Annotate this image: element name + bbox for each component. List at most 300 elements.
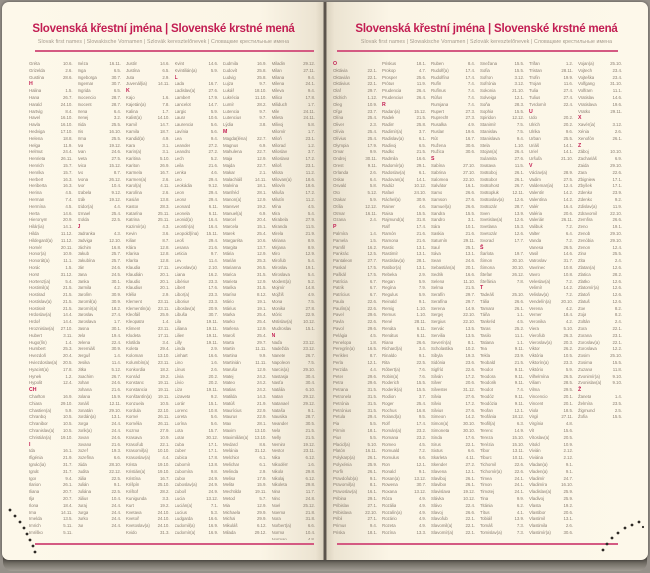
name-day-entry xyxy=(78,401,122,408)
name-day-entry xyxy=(78,115,122,122)
name-day-date: 5.7. xyxy=(259,496,267,501)
name: Regína xyxy=(382,285,396,291)
name: Loreta xyxy=(174,414,187,420)
name-day-date: 27.8. xyxy=(305,305,315,311)
name: Liliana xyxy=(174,326,187,332)
name: Lutencia xyxy=(223,108,240,114)
name: Vadim xyxy=(529,176,541,182)
name: Silván xyxy=(431,373,443,379)
name: Mojžiš xyxy=(271,292,284,298)
name: Lino xyxy=(174,360,183,366)
name-day-entry xyxy=(175,177,219,184)
names-column xyxy=(333,61,377,540)
name-day-date: 21.5. xyxy=(305,434,315,440)
name: Helmut xyxy=(29,149,43,155)
name: Priskus xyxy=(382,61,397,66)
name: Justína xyxy=(126,67,140,73)
name-day-entry xyxy=(529,448,573,455)
name: Kara xyxy=(126,142,136,148)
name: Libert xyxy=(174,285,186,291)
name: Klarita xyxy=(126,258,139,264)
name-day-date: 29.12. xyxy=(303,400,315,406)
name-day-date: 24.9. xyxy=(208,475,218,481)
name-day-entry xyxy=(272,156,316,163)
name-day-date: 19.11. xyxy=(206,387,218,393)
name: Narcis(a) xyxy=(271,366,289,372)
name-day-date: 30.6. xyxy=(465,142,475,148)
name-day-date: 29.4. xyxy=(208,196,218,202)
name-day-entry xyxy=(272,326,316,333)
name: Viktória xyxy=(529,353,544,359)
name-day-entry xyxy=(529,428,573,435)
name-day-date: 24.4. xyxy=(62,149,73,155)
name-day-date: 3.4. xyxy=(162,339,170,345)
name-day-entry xyxy=(223,238,267,245)
name: Juvenál(ia) xyxy=(126,81,147,87)
left-page xyxy=(2,2,325,560)
name: Remus xyxy=(382,312,396,318)
name: Zoe xyxy=(578,305,586,311)
name: Milana xyxy=(271,74,285,80)
name-day-date: 25.7. xyxy=(111,251,121,257)
name: Gréta xyxy=(29,61,40,66)
name: Ingeborga xyxy=(77,74,97,80)
name-day-entry xyxy=(382,387,426,394)
name-day-date: 6.11. xyxy=(208,210,218,216)
name: Mirela xyxy=(271,230,284,236)
name-day-entry xyxy=(382,346,426,353)
name: Klement xyxy=(126,298,142,304)
name-day-entry xyxy=(382,109,426,116)
name-day-entry xyxy=(431,251,475,258)
name: Lorína xyxy=(174,421,187,427)
name: Kleofáš xyxy=(126,312,141,318)
name-day-entry xyxy=(78,455,122,462)
name: Rochus xyxy=(382,407,397,413)
name-day-date: 22.10. xyxy=(463,312,475,318)
name-day-date: 18.2. xyxy=(111,305,121,311)
name: Kurt xyxy=(126,502,134,508)
name: Kamil xyxy=(126,122,137,128)
name: Pelágia xyxy=(333,332,348,338)
name-day-entry xyxy=(333,340,377,347)
name: Zosim xyxy=(578,353,590,359)
name: Radmila xyxy=(382,156,398,162)
name-day-entry xyxy=(223,360,267,367)
name-day-date: 13.8. xyxy=(159,196,170,202)
name: Herbert xyxy=(29,176,44,182)
name-day-entry xyxy=(78,374,122,381)
name: Roxana xyxy=(382,489,397,495)
name-day-date: 1.12. xyxy=(367,94,377,100)
name: Terenc xyxy=(480,428,493,434)
name: Viera xyxy=(529,326,539,332)
name: Zenob xyxy=(578,230,591,236)
name-day-entry xyxy=(175,360,219,367)
name-day-date: 17.10. xyxy=(60,128,73,134)
name-day-entry xyxy=(578,374,622,381)
name-day-entry xyxy=(529,353,573,360)
name-day-entry xyxy=(175,109,219,116)
name-day-entry xyxy=(431,421,475,428)
name-day-entry xyxy=(480,217,524,224)
name-day-date: 19.2. xyxy=(159,502,170,508)
name: Libor(a) xyxy=(174,292,190,298)
name-day-entry xyxy=(223,211,267,218)
name-day-date: 3.7. xyxy=(418,128,426,134)
name: Melita xyxy=(223,482,235,488)
name: Zlatko xyxy=(578,278,590,284)
name-day-date: 20.2. xyxy=(208,373,218,379)
name: Silvia xyxy=(431,394,442,400)
name: Žofia xyxy=(578,414,588,420)
name: Izidor(a) xyxy=(77,203,94,209)
name: Polyxénia xyxy=(333,462,352,468)
name-day-date: 29.9. xyxy=(256,509,267,515)
name-day-date: 26.11. xyxy=(60,156,73,162)
name-day-date: 29.6. xyxy=(367,312,377,318)
name-day-date: 2.12. xyxy=(563,455,573,461)
name-day-date: 1.8. xyxy=(369,339,377,345)
name-day-date: 13.1. xyxy=(111,414,121,420)
name-day-date: 12.1. xyxy=(514,94,524,100)
name-day-date: 12.12. xyxy=(512,115,524,121)
name: Melchior xyxy=(223,455,240,461)
name: Romeo xyxy=(382,441,396,447)
name: Sinda xyxy=(431,434,442,440)
name-day-entry xyxy=(29,143,73,150)
name: Raisa xyxy=(382,210,393,216)
name-day-entry xyxy=(333,496,377,503)
name: Hedviga xyxy=(29,128,45,134)
name-day-entry xyxy=(78,394,122,401)
name-day-entry xyxy=(382,333,426,340)
name-day-date: 20.1. xyxy=(159,278,170,284)
name: Milomír xyxy=(271,128,286,134)
name: Nikoleta xyxy=(271,482,287,488)
name-day-entry xyxy=(431,265,475,272)
name-day-entry xyxy=(223,190,267,197)
name-day-entry xyxy=(382,510,426,517)
name-day-date: 24.10. xyxy=(60,101,73,107)
name-day-entry xyxy=(333,510,377,517)
name-day-entry xyxy=(223,61,267,68)
name: Teodóz xyxy=(480,394,494,400)
name: Tália xyxy=(480,298,490,304)
name-day-entry xyxy=(480,476,524,483)
name-day-entry xyxy=(382,306,426,313)
name: Zorana xyxy=(578,332,592,338)
name-day-entry xyxy=(382,136,426,143)
name: Teodor xyxy=(480,366,494,372)
name: Konštantín(a) xyxy=(126,394,152,400)
name-day-entry xyxy=(480,496,524,503)
page-title: Slovenská křestní jména | Slovenské krstné mená xyxy=(355,23,618,35)
name-day-date: 10.4. xyxy=(111,183,121,189)
names-column xyxy=(578,61,622,540)
name-day-date: 1.7. xyxy=(113,319,121,325)
name-day-entry xyxy=(578,204,622,211)
name: Zoja xyxy=(578,312,587,318)
name-day-entry xyxy=(333,442,377,449)
name-day-date: 20.6. xyxy=(465,380,475,386)
name-day-date: 21.10. xyxy=(561,156,573,162)
name-day-date: 10.9. xyxy=(62,251,73,257)
name-day-date: 10.6. xyxy=(62,61,73,66)
name-day-date: 27.1. xyxy=(367,502,377,508)
name: Patrícius xyxy=(333,292,350,298)
name-day-date: 6.11. xyxy=(416,326,426,332)
name-day-date: 5.6. xyxy=(210,122,218,128)
name-day-entry xyxy=(175,523,219,530)
name-day-entry xyxy=(175,530,219,537)
name-day-date: 23.11. xyxy=(157,305,170,311)
name: Rolf xyxy=(382,421,390,427)
name-day-entry xyxy=(333,333,377,340)
name-day-entry xyxy=(272,428,316,435)
name-day-date: 17.9. xyxy=(208,94,218,100)
name-day-date: 19.11. xyxy=(157,394,170,400)
name-day-date: 8.1. xyxy=(467,339,475,345)
name-day-date: 3.12. xyxy=(612,122,622,128)
name-day-entry xyxy=(480,408,524,415)
name-day-date: 2.9. xyxy=(210,346,218,352)
name: Mia xyxy=(223,502,230,508)
name: Marieta xyxy=(223,278,238,284)
name-day-date: 24.1. xyxy=(514,475,524,481)
name-day-date: 22.7. xyxy=(256,149,267,155)
name-day-date: 29.7. xyxy=(367,88,377,94)
name: Ingrida xyxy=(77,88,91,94)
name: Koloman xyxy=(126,353,143,359)
name: Vasil xyxy=(529,251,538,257)
name: Lujza xyxy=(223,81,234,87)
name-day-date: 3.1. xyxy=(467,217,475,223)
name-day-entry xyxy=(382,95,426,102)
name-day-date: 24.4. xyxy=(111,509,121,515)
name-day-date: 13.5. xyxy=(465,326,475,332)
name-day-entry xyxy=(29,95,73,102)
name: Petra xyxy=(333,380,344,386)
name-day-date: 14.10. xyxy=(157,115,170,121)
name: Oktávia xyxy=(333,67,348,73)
name-day-entry xyxy=(480,224,524,231)
name-day-entry xyxy=(175,333,219,340)
name-day-entry xyxy=(382,115,426,122)
name: Timea xyxy=(480,475,492,481)
name-day-date: 16.4. xyxy=(563,203,573,209)
name: Timotej xyxy=(480,489,494,495)
name-day-date: 7.2. xyxy=(565,292,573,298)
name-day-date: 6.12. xyxy=(305,475,315,481)
name-day-entry xyxy=(333,503,377,510)
name-day-date: 23.5. xyxy=(612,400,622,406)
name: Timon xyxy=(480,482,492,488)
name-day-date: 17.4. xyxy=(465,74,475,80)
name-day-date: 12.4. xyxy=(612,244,622,250)
name: Karolína xyxy=(126,190,142,196)
name: Pavol xyxy=(333,326,344,332)
name: Lizaveta xyxy=(174,394,191,400)
name-day-date: 5.4. xyxy=(307,210,315,216)
name-day-entry xyxy=(223,482,267,489)
name-day-date: 14.6. xyxy=(62,210,73,216)
name: Tadeáš xyxy=(480,292,494,298)
name-day-entry xyxy=(431,115,475,122)
name-day-date: 13.8. xyxy=(208,462,218,468)
name-day-date: 23.12. xyxy=(303,339,315,345)
name-day-entry xyxy=(333,88,377,95)
name: Miroľub xyxy=(271,258,286,264)
name-day-date: 1.1. xyxy=(516,312,524,318)
top-rule xyxy=(337,50,618,52)
name-day-entry xyxy=(78,312,122,319)
name-day-entry xyxy=(126,95,170,102)
name-day-entry xyxy=(578,129,622,136)
name-day-entry xyxy=(175,428,219,435)
name-day-entry xyxy=(29,326,73,333)
name-day-date: 24.5. xyxy=(111,271,121,277)
name-day-date: 22.4. xyxy=(465,502,475,508)
name-day-entry xyxy=(223,292,267,299)
name-day-date: 21.5. xyxy=(62,292,73,298)
name: Zlatica xyxy=(578,271,591,277)
name-day-entry xyxy=(175,81,219,88)
name-day-entry xyxy=(272,231,316,238)
name-day-date: 9.1. xyxy=(418,353,426,359)
name-day-date: 9.11. xyxy=(514,346,524,352)
name-day-date: 28.10. xyxy=(109,462,121,468)
name-day-date: 29.8. xyxy=(305,468,315,474)
name-day-date: 4.5. xyxy=(369,332,377,338)
name-day-entry xyxy=(223,374,267,381)
name: Lilly xyxy=(174,339,182,345)
name-day-entry xyxy=(175,421,219,428)
name: Vratislava xyxy=(578,101,597,107)
name-day-date: 6.7. xyxy=(369,285,377,291)
name-day-entry xyxy=(272,197,316,204)
name-day-entry xyxy=(480,61,524,68)
name-day-date: 18.6. xyxy=(305,176,315,182)
name-day-entry xyxy=(431,306,475,313)
name-day-date: 2.3. xyxy=(369,122,377,128)
name: Xénia xyxy=(578,128,589,134)
name-day-entry xyxy=(29,265,73,272)
name-day-entry xyxy=(175,163,219,170)
name-day-date: 26.12. xyxy=(512,271,524,277)
name-day-entry xyxy=(578,224,622,231)
name: Rozeta xyxy=(382,523,396,529)
name: Xenofón xyxy=(578,135,595,141)
center-gutter xyxy=(323,2,327,560)
name-day-entry xyxy=(29,61,73,68)
name: Stanislav xyxy=(480,128,498,134)
name-day-date: 3.12. xyxy=(514,74,524,80)
name-day-date: 20.9. xyxy=(208,305,218,311)
name-day-entry xyxy=(382,421,426,428)
name-day-date: 14.11. xyxy=(60,509,73,515)
name-day-date: 4.5. xyxy=(65,203,73,209)
name: Jáchim xyxy=(77,244,92,250)
name-day-date: 18.4. xyxy=(563,312,573,318)
name: Hostislav(a) xyxy=(29,298,52,304)
name: Scholastika xyxy=(431,346,453,352)
name-day-entry xyxy=(272,272,316,279)
name: Zoroslav(a) xyxy=(578,339,600,345)
name-day-entry xyxy=(126,476,170,483)
name-day-date: 24.7. xyxy=(563,475,573,481)
name-day-entry xyxy=(431,129,475,136)
name-day-date: 16.6. xyxy=(208,353,218,359)
name-day-date: 13.1. xyxy=(416,244,426,250)
name-day-date: 2.5. xyxy=(614,407,622,413)
name: Melisa xyxy=(223,475,236,481)
name: Jerguš xyxy=(77,353,91,359)
name-day-date: 23.3. xyxy=(208,298,218,304)
name-day-entry xyxy=(382,88,426,95)
name: Nora xyxy=(271,516,281,522)
name-day-entry xyxy=(272,251,316,258)
name-day-date: 31.12. xyxy=(463,387,475,393)
name: Vavro xyxy=(529,271,540,277)
name-day-date: 6.5. xyxy=(418,142,426,148)
name: Inga xyxy=(77,67,86,73)
name-day-entry xyxy=(78,211,122,218)
name-day-date: 16.11. xyxy=(365,210,377,216)
name-day-entry xyxy=(480,149,524,156)
name-day-entry xyxy=(480,455,524,462)
name: Simon(a) xyxy=(431,421,449,427)
name-day-date: 27.6. xyxy=(514,156,524,162)
name-day-entry xyxy=(126,489,170,496)
name-day-entry xyxy=(175,387,219,394)
name-day-date: 6.2. xyxy=(516,502,524,508)
name-day-entry xyxy=(29,401,73,408)
name: Lorenc xyxy=(174,407,188,413)
name-day-entry xyxy=(175,88,219,95)
name-day-entry xyxy=(333,448,377,455)
name-day-date: 16.10. xyxy=(60,115,73,121)
name: Ima xyxy=(29,509,37,515)
name-day-entry xyxy=(333,469,377,476)
name-day-date: 14.11. xyxy=(254,176,267,182)
name-day-entry xyxy=(480,129,524,136)
name: Valdemar(ia) xyxy=(529,183,554,189)
name-day-entry xyxy=(175,374,219,381)
name: Lutencius xyxy=(223,115,242,121)
name: Makar xyxy=(223,169,235,175)
name-day-entry xyxy=(333,102,377,109)
name-day-entry xyxy=(175,183,219,190)
name-day-date: 15.5. xyxy=(465,210,475,216)
name: Viktor xyxy=(529,346,540,352)
name-day-entry xyxy=(333,183,377,190)
name-day-date: 27.4. xyxy=(563,94,573,100)
name-day-date: 23.2. xyxy=(416,428,426,434)
name-day-date: 22.1. xyxy=(367,67,377,73)
name-day-entry xyxy=(333,163,377,170)
name: Júda xyxy=(77,462,87,468)
name-day-date: 11.11. xyxy=(255,346,267,352)
name-day-date: 13.1. xyxy=(465,251,475,257)
name-day-date: 20.2. xyxy=(563,122,573,128)
name-day-date: 5.9. xyxy=(418,292,426,298)
name: Olívius xyxy=(333,135,347,141)
name: Urban xyxy=(529,135,541,141)
name-day-date: 10.8. xyxy=(563,271,573,277)
name-day-entry xyxy=(529,496,573,503)
name: Herta xyxy=(29,210,40,216)
